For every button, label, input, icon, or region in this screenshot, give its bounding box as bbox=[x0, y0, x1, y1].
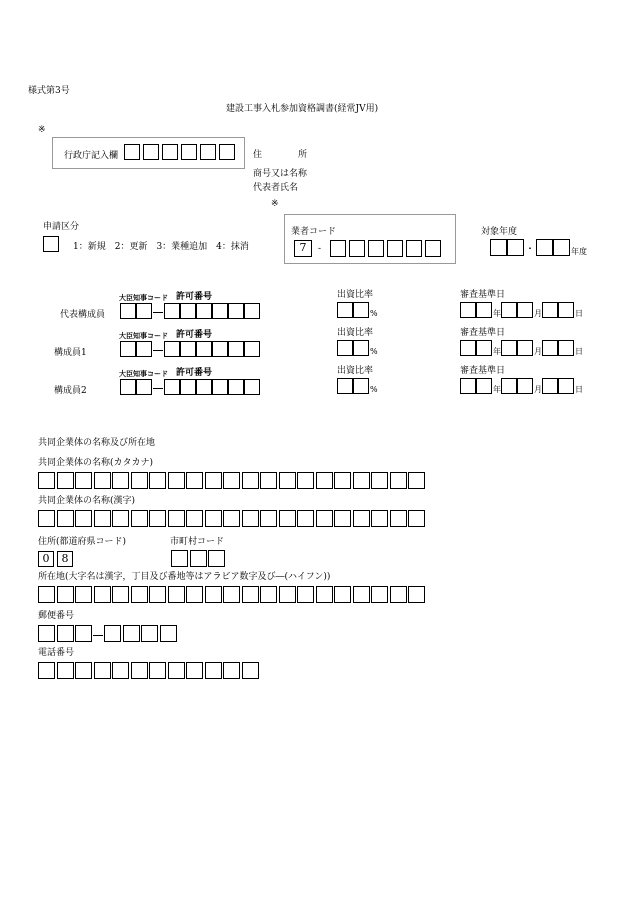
jv-name-kana-boxes bbox=[38, 472, 425, 489]
member-permit-label: 許可番号 bbox=[176, 368, 213, 378]
member-permit-box[interactable] bbox=[228, 379, 244, 395]
jv-name-kanji-box[interactable] bbox=[112, 510, 129, 527]
jv-name-kana-box[interactable] bbox=[223, 472, 240, 489]
office-use-box[interactable] bbox=[200, 144, 216, 160]
city-code-box[interactable] bbox=[190, 550, 207, 567]
location-box[interactable] bbox=[112, 586, 129, 603]
trade-name-label: 商号又は名称 bbox=[253, 169, 308, 179]
member-exam-label: 審査基準日 bbox=[460, 290, 506, 300]
jv-name-kanji-box[interactable] bbox=[353, 510, 370, 527]
target-year-box[interactable] bbox=[553, 239, 570, 256]
pref-code-digit: 8 bbox=[61, 552, 69, 565]
pref-code-boxes bbox=[38, 551, 73, 567]
office-use-box[interactable] bbox=[181, 144, 197, 160]
office-use-box[interactable] bbox=[143, 144, 159, 160]
address-label: 住 所 bbox=[253, 150, 308, 160]
postal-code-box[interactable] bbox=[141, 625, 158, 642]
pref-code-box[interactable] bbox=[57, 551, 73, 567]
member-code-label: 大臣知事コード bbox=[119, 294, 168, 302]
location-box[interactable] bbox=[223, 586, 240, 603]
member-ratio-box[interactable] bbox=[353, 302, 369, 318]
member-permit-box[interactable] bbox=[212, 341, 228, 357]
pref-code-label: 住所(都道府県コード) bbox=[38, 537, 127, 547]
vendor-code-box[interactable] bbox=[425, 240, 441, 257]
vendor-code-box[interactable] bbox=[330, 240, 346, 257]
member-ratio-box[interactable] bbox=[353, 378, 369, 394]
phone-boxes bbox=[38, 662, 259, 679]
phone-box[interactable] bbox=[242, 662, 259, 679]
year-unit: 年 bbox=[493, 309, 501, 318]
jv-name-kana-box[interactable] bbox=[75, 472, 92, 489]
member-code-label: 大臣知事コード bbox=[119, 332, 168, 340]
location-box[interactable] bbox=[94, 586, 111, 603]
member-code-box[interactable] bbox=[120, 303, 136, 319]
member-permit-boxes bbox=[120, 303, 260, 319]
city-code-boxes bbox=[171, 550, 225, 567]
month-unit: 月 bbox=[534, 347, 542, 356]
member-ratio-box[interactable] bbox=[353, 340, 369, 356]
vendor-code-box[interactable] bbox=[406, 240, 422, 257]
phone-box[interactable] bbox=[168, 662, 185, 679]
phone-box[interactable] bbox=[112, 662, 129, 679]
day-unit: 日 bbox=[575, 309, 583, 318]
location-box[interactable] bbox=[260, 586, 277, 603]
postal-code-box[interactable] bbox=[123, 625, 140, 642]
postal-code-box[interactable] bbox=[104, 625, 121, 642]
member-code-label: 大臣知事コード bbox=[119, 370, 168, 378]
target-year-boxes bbox=[490, 239, 587, 256]
percent-sign: % bbox=[370, 347, 378, 356]
member-exam-box[interactable] bbox=[517, 302, 533, 318]
vendor-code-label: 業者コード bbox=[291, 227, 337, 237]
member-exam-box[interactable] bbox=[542, 340, 558, 356]
jv-name-kanji-box[interactable] bbox=[149, 510, 166, 527]
jv-name-kana-box[interactable] bbox=[353, 472, 370, 489]
member-ratio-label: 出資比率 bbox=[337, 328, 374, 338]
page-title: 建設工事入札参加資格調書(経常JV用) bbox=[226, 104, 379, 114]
location-box[interactable] bbox=[186, 586, 203, 603]
member-code-box[interactable] bbox=[136, 379, 152, 395]
member-permit-box[interactable] bbox=[244, 379, 260, 395]
application-label: 申請区分 bbox=[43, 222, 80, 232]
vendor-code-boxes bbox=[294, 240, 441, 257]
location-box[interactable] bbox=[149, 586, 166, 603]
member-exam-boxes bbox=[460, 378, 583, 394]
member-permit-box[interactable] bbox=[196, 379, 212, 395]
phone-box[interactable] bbox=[205, 662, 222, 679]
member-permit-boxes bbox=[120, 379, 260, 395]
member-exam-label: 審査基準日 bbox=[460, 366, 506, 376]
member-ratio-box[interactable] bbox=[337, 302, 353, 318]
member-exam-boxes bbox=[460, 340, 583, 356]
member-permit-box[interactable] bbox=[196, 341, 212, 357]
jv-name-kana-box[interactable] bbox=[205, 472, 222, 489]
member-exam-boxes bbox=[460, 302, 583, 318]
target-year-box[interactable] bbox=[490, 239, 507, 256]
member-permit-box[interactable] bbox=[244, 341, 260, 357]
jv-name-kanji-box[interactable] bbox=[223, 510, 240, 527]
jv-name-kana-box[interactable] bbox=[149, 472, 166, 489]
member-exam-box[interactable] bbox=[517, 340, 533, 356]
office-use-box[interactable] bbox=[162, 144, 178, 160]
member-code-box[interactable] bbox=[120, 341, 136, 357]
location-box[interactable] bbox=[131, 586, 148, 603]
phone-box[interactable] bbox=[38, 662, 55, 679]
year-unit: 年 bbox=[493, 385, 501, 394]
location-label: 所在地(大字名は漢字，丁目及び番地等はアラビア数字及び―(ハイフン)) bbox=[38, 572, 331, 582]
jv-name-kana-box[interactable] bbox=[186, 472, 203, 489]
member-code-box[interactable] bbox=[136, 303, 152, 319]
jv-name-kanji-label: 共同企業体の名称(漢字) bbox=[38, 496, 136, 506]
phone-box[interactable] bbox=[131, 662, 148, 679]
city-code-label: 市町村コード bbox=[170, 537, 225, 547]
postal-code-box[interactable] bbox=[75, 625, 92, 642]
jv-name-kanji-box[interactable] bbox=[168, 510, 185, 527]
member-exam-box[interactable] bbox=[517, 378, 533, 394]
member-label: 代表構成員 bbox=[60, 310, 106, 320]
vendor-code-prefix: 7 bbox=[299, 241, 307, 254]
office-use-box[interactable] bbox=[219, 144, 235, 160]
member-exam-box[interactable] bbox=[542, 302, 558, 318]
target-year-suffix: 年度 bbox=[571, 247, 587, 256]
member-label: 構成員2 bbox=[54, 386, 87, 396]
jv-name-kanji-box[interactable] bbox=[75, 510, 92, 527]
location-box[interactable] bbox=[353, 586, 370, 603]
member-permit-label: 許可番号 bbox=[176, 292, 213, 302]
location-box[interactable] bbox=[371, 586, 388, 603]
jv-name-kanji-box[interactable] bbox=[186, 510, 203, 527]
jv-name-kanji-box[interactable] bbox=[205, 510, 222, 527]
vendor-code-box[interactable] bbox=[349, 240, 365, 257]
pref-code-digit: 0 bbox=[42, 552, 50, 565]
jv-name-kana-box[interactable] bbox=[94, 472, 111, 489]
member-permit-box[interactable] bbox=[244, 303, 260, 319]
member-exam-box[interactable] bbox=[501, 340, 517, 356]
member-permit-box[interactable] bbox=[196, 303, 212, 319]
location-box[interactable] bbox=[168, 586, 185, 603]
location-box[interactable] bbox=[297, 586, 314, 603]
day-unit: 日 bbox=[575, 385, 583, 394]
jv-name-kana-box[interactable] bbox=[279, 472, 296, 489]
location-box[interactable] bbox=[316, 586, 333, 603]
jv-name-kanji-box[interactable] bbox=[316, 510, 333, 527]
jv-name-kana-box[interactable] bbox=[408, 472, 425, 489]
phone-box[interactable] bbox=[223, 662, 240, 679]
jv-name-kana-box[interactable] bbox=[38, 472, 55, 489]
member-permit-box[interactable] bbox=[212, 303, 228, 319]
member-ratio-boxes bbox=[337, 302, 378, 318]
jv-name-kanji-box[interactable] bbox=[57, 510, 74, 527]
member-exam-box[interactable] bbox=[501, 302, 517, 318]
jv-name-kana-box[interactable] bbox=[390, 472, 407, 489]
member-exam-box[interactable] bbox=[460, 378, 476, 394]
postal-code-box[interactable] bbox=[57, 625, 74, 642]
jv-name-kana-box[interactable] bbox=[57, 472, 74, 489]
postal-code-boxes bbox=[38, 625, 177, 642]
year-unit: 年 bbox=[493, 347, 501, 356]
jv-name-kana-box[interactable] bbox=[112, 472, 129, 489]
member-permit-box[interactable] bbox=[164, 303, 180, 319]
jv-name-kana-box[interactable] bbox=[168, 472, 185, 489]
location-box[interactable] bbox=[334, 586, 351, 603]
member-permit-box[interactable] bbox=[180, 379, 196, 395]
vendor-code-box[interactable] bbox=[387, 240, 403, 257]
pref-code-box[interactable] bbox=[38, 551, 54, 567]
member-ratio-box[interactable] bbox=[337, 340, 353, 356]
location-boxes bbox=[38, 586, 425, 603]
jv-name-kana-box[interactable] bbox=[131, 472, 148, 489]
jv-heading: 共同企業体の名称及び所在地 bbox=[38, 438, 156, 448]
location-box[interactable] bbox=[279, 586, 296, 603]
jv-name-kana-box[interactable] bbox=[260, 472, 277, 489]
month-unit: 月 bbox=[534, 309, 542, 318]
member-exam-box[interactable] bbox=[542, 378, 558, 394]
jv-name-kanji-box[interactable] bbox=[242, 510, 259, 527]
location-box[interactable] bbox=[408, 586, 425, 603]
office-use-box[interactable] bbox=[124, 144, 140, 160]
postal-code-box[interactable] bbox=[38, 625, 55, 642]
member-ratio-boxes bbox=[337, 378, 378, 394]
jv-name-kana-box[interactable] bbox=[371, 472, 388, 489]
phone-box[interactable] bbox=[149, 662, 166, 679]
member-exam-box[interactable] bbox=[476, 340, 492, 356]
vendor-code-box[interactable] bbox=[368, 240, 384, 257]
month-unit: 月 bbox=[534, 385, 542, 394]
location-box[interactable] bbox=[75, 586, 92, 603]
member-exam-box[interactable] bbox=[558, 340, 574, 356]
member-code-box[interactable] bbox=[136, 341, 152, 357]
member-exam-label: 審査基準日 bbox=[460, 328, 506, 338]
member-permit-box[interactable] bbox=[212, 379, 228, 395]
postal-dash bbox=[93, 635, 103, 636]
jv-name-kana-box[interactable] bbox=[242, 472, 259, 489]
target-year-box[interactable] bbox=[536, 239, 553, 256]
jv-name-kanji-box[interactable] bbox=[390, 510, 407, 527]
asterisk-mark: ※ bbox=[38, 125, 46, 135]
member-permit-box[interactable] bbox=[228, 341, 244, 357]
member-exam-box[interactable] bbox=[476, 378, 492, 394]
jv-name-kanji-box[interactable] bbox=[297, 510, 314, 527]
member-dash bbox=[153, 312, 163, 313]
jv-name-kanji-box[interactable] bbox=[371, 510, 388, 527]
jv-name-kana-box[interactable] bbox=[334, 472, 351, 489]
jv-name-kanji-box[interactable] bbox=[131, 510, 148, 527]
percent-sign: % bbox=[370, 385, 378, 394]
city-code-box[interactable] bbox=[208, 550, 225, 567]
member-exam-box[interactable] bbox=[558, 302, 574, 318]
member-permit-boxes bbox=[120, 341, 260, 357]
jv-name-kanji-box[interactable] bbox=[408, 510, 425, 527]
vendor-code-prefix-box bbox=[294, 240, 312, 257]
vendor-code-separator: - bbox=[318, 244, 322, 254]
application-options: 1：新規 2：更新 3：業種追加 4：抹消 bbox=[73, 242, 249, 252]
member-exam-box[interactable] bbox=[476, 302, 492, 318]
member-label: 構成員1 bbox=[54, 348, 87, 358]
member-permit-label: 許可番号 bbox=[176, 330, 213, 340]
member-permit-box[interactable] bbox=[180, 341, 196, 357]
postal-code-box[interactable] bbox=[160, 625, 177, 642]
member-permit-box[interactable] bbox=[180, 303, 196, 319]
member-ratio-label: 出資比率 bbox=[337, 366, 374, 376]
location-box[interactable] bbox=[57, 586, 74, 603]
phone-box[interactable] bbox=[94, 662, 111, 679]
jv-name-kanji-boxes bbox=[38, 510, 425, 527]
jv-name-kanji-box[interactable] bbox=[94, 510, 111, 527]
member-ratio-box[interactable] bbox=[337, 378, 353, 394]
jv-name-kanji-box[interactable] bbox=[38, 510, 55, 527]
location-box[interactable] bbox=[38, 586, 55, 603]
jv-name-kanji-box[interactable] bbox=[334, 510, 351, 527]
jv-name-kanji-box[interactable] bbox=[279, 510, 296, 527]
phone-label: 電話番号 bbox=[38, 648, 75, 658]
phone-box[interactable] bbox=[75, 662, 92, 679]
member-exam-box[interactable] bbox=[460, 302, 476, 318]
target-year-box[interactable] bbox=[507, 239, 524, 256]
form-number: 様式第3号 bbox=[28, 86, 70, 96]
jv-name-kana-box[interactable] bbox=[297, 472, 314, 489]
member-exam-box[interactable] bbox=[460, 340, 476, 356]
jv-name-kana-label: 共同企業体の名称(カタカナ) bbox=[38, 458, 154, 468]
member-permit-box[interactable] bbox=[164, 379, 180, 395]
jv-name-kanji-box[interactable] bbox=[260, 510, 277, 527]
phone-box[interactable] bbox=[57, 662, 74, 679]
target-year-label: 対象年度 bbox=[481, 227, 518, 237]
location-box[interactable] bbox=[205, 586, 222, 603]
member-permit-box[interactable] bbox=[228, 303, 244, 319]
postal-code-label: 郵便番号 bbox=[38, 611, 75, 621]
day-unit: 日 bbox=[575, 347, 583, 356]
percent-sign: % bbox=[370, 309, 378, 318]
member-dash bbox=[153, 388, 163, 389]
member-ratio-label: 出資比率 bbox=[337, 290, 374, 300]
representative-label: 代表者氏名 bbox=[253, 183, 299, 193]
location-box[interactable] bbox=[390, 586, 407, 603]
phone-box[interactable] bbox=[186, 662, 203, 679]
target-year-dot: ・ bbox=[526, 243, 534, 253]
office-use-boxes bbox=[124, 144, 235, 160]
application-box[interactable] bbox=[43, 236, 59, 252]
member-ratio-boxes bbox=[337, 340, 378, 356]
member-code-box[interactable] bbox=[120, 379, 136, 395]
member-permit-box[interactable] bbox=[164, 341, 180, 357]
office-use-label: 行政庁記入欄 bbox=[64, 151, 119, 161]
city-code-box[interactable] bbox=[171, 550, 188, 567]
location-box[interactable] bbox=[242, 586, 259, 603]
member-exam-box[interactable] bbox=[558, 378, 574, 394]
member-exam-box[interactable] bbox=[501, 378, 517, 394]
member-dash bbox=[153, 350, 163, 351]
jv-name-kana-box[interactable] bbox=[316, 472, 333, 489]
asterisk-mark-2: ※ bbox=[271, 199, 279, 209]
